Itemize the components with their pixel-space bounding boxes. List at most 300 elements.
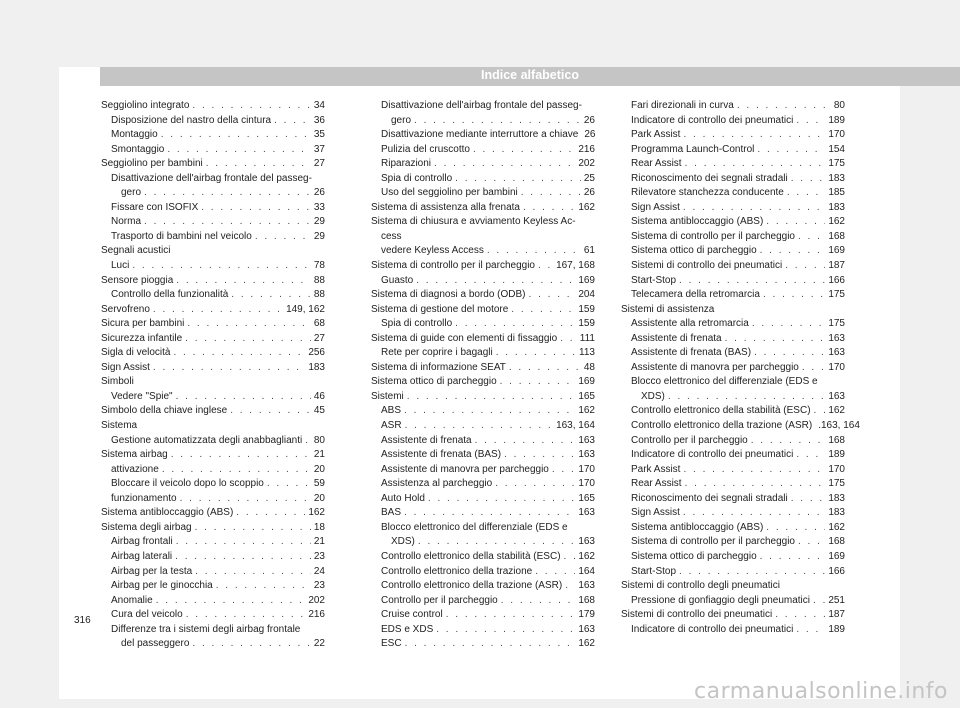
dot-leader: [529, 288, 576, 303]
index-page-ref: 111: [579, 332, 595, 344]
index-page-ref: 179: [578, 609, 595, 621]
index-entry: [621, 521, 845, 536]
index-entry: [101, 506, 325, 521]
index-entry: [621, 244, 845, 259]
index-page-ref: 163, 164: [556, 420, 595, 432]
index-entry: [371, 594, 595, 609]
index-term: Sign Assist: [631, 507, 680, 519]
index-term: Telecamera della retromarcia: [631, 289, 760, 301]
index-entry: [101, 215, 325, 230]
index-entry: [621, 434, 845, 449]
dot-leader: [798, 230, 825, 245]
dot-leader: [538, 259, 553, 274]
index-term: Disattivazione mediante interruttore a chiave: [381, 129, 579, 141]
dot-leader: [231, 288, 311, 303]
index-page-ref: 163: [578, 580, 595, 592]
dot-leader: [814, 404, 826, 419]
index-page-ref: 166: [828, 565, 845, 577]
index-entry: [371, 637, 595, 652]
index-term: Differenze tra i sistemi degli airbag frontale: [111, 623, 301, 635]
dot-leader: [405, 419, 554, 434]
dot-leader: [798, 535, 825, 550]
dot-leader: [144, 186, 311, 201]
index-page-ref: 189: [828, 449, 845, 461]
dot-leader: [565, 579, 575, 594]
index-entry: [101, 579, 325, 594]
index-term: Pulizia del cruscotto: [381, 143, 470, 155]
index-page-ref: 163: [578, 434, 595, 446]
index-term: Sistema di controllo per il parcheggio: [371, 260, 535, 272]
index-entry: [621, 448, 845, 463]
dot-leader: [775, 608, 825, 623]
index-entry: [101, 244, 325, 259]
index-page-ref: 27: [313, 158, 325, 170]
index-page-ref: 33: [313, 201, 325, 213]
index-term: Smontaggio: [111, 143, 165, 155]
index-page-ref: 170: [578, 463, 595, 475]
index-entry: [371, 419, 595, 434]
index-page-ref: 59: [313, 478, 325, 490]
index-term: Seggiolino per bambini: [101, 158, 203, 170]
index-term: Norma: [111, 216, 142, 228]
dot-leader: [206, 157, 311, 172]
dot-leader: [153, 361, 305, 376]
index-entry: [101, 390, 325, 405]
dot-leader: [683, 463, 825, 478]
index-entry: [101, 404, 325, 419]
index-page-ref: 36: [313, 114, 325, 126]
dot-leader: [176, 535, 311, 550]
index-term: Uso del seggiolino per bambini: [381, 187, 518, 199]
index-page-ref: 26: [583, 114, 595, 126]
index-term: Indicatore di controllo dei pneumatici: [631, 449, 794, 461]
dot-leader: [267, 477, 311, 492]
index-term: Rear Assist: [631, 478, 682, 490]
index-page-ref: 162: [578, 201, 595, 213]
dot-leader: [162, 463, 311, 478]
index-term: Sicura per bambini: [101, 318, 185, 330]
dot-leader: [757, 143, 825, 158]
index-entry: [621, 114, 845, 129]
dot-leader: [668, 390, 825, 405]
index-page-ref: 37: [313, 143, 325, 155]
index-page-ref: 163: [578, 449, 595, 461]
index-page-ref: 204: [578, 289, 595, 301]
dot-leader: [796, 448, 825, 463]
dot-leader: [161, 128, 311, 143]
dot-leader: [446, 608, 576, 623]
index-term: Trasporto di bambini nel veicolo: [111, 230, 252, 242]
index-term: Assistente di manovra per parcheggio: [381, 463, 549, 475]
index-term: Sistema: [101, 420, 138, 432]
index-page-ref: 23: [313, 580, 325, 592]
index-entry: [101, 230, 325, 245]
index-term: Airbag per la testa: [111, 565, 193, 577]
dot-leader: [144, 215, 311, 230]
index-term: Sign Assist: [101, 361, 150, 373]
index-entry: [621, 375, 845, 390]
index-page-ref: 169: [578, 376, 595, 388]
index-page-ref: 165: [578, 492, 595, 504]
index-term: Assistente alla retromarcia: [631, 318, 749, 330]
dot-leader: [434, 157, 575, 172]
index-page-ref: 216: [308, 609, 325, 621]
dot-leader: [418, 535, 575, 550]
index-entry: [621, 346, 845, 361]
index-page-ref: 29: [313, 216, 325, 228]
index-page-ref: 163: [578, 507, 595, 519]
index-entry: [621, 404, 845, 419]
index-page-ref: 25: [583, 172, 595, 184]
index-term: Start-Stop: [631, 274, 677, 286]
dot-leader: [404, 506, 575, 521]
index-term: Sistema antibloccaggio (ABS): [101, 507, 234, 519]
index-term: Indicatore di controllo dei pneumatici: [631, 623, 794, 635]
index-page-ref: 163: [578, 536, 595, 548]
index-term: funzionamento: [111, 492, 177, 504]
index-page-ref: 202: [578, 158, 595, 170]
dot-leader: [153, 303, 283, 318]
index-page-ref: 22: [313, 638, 325, 650]
dot-leader: [754, 346, 825, 361]
dot-leader: [428, 492, 575, 507]
index-term: Gestione automatizzata degli anabbaglianti: [111, 434, 303, 446]
page-title: Indice alfabetico: [481, 68, 579, 82]
index-entry: [621, 99, 845, 114]
index-entry: [371, 186, 595, 201]
index-entry: [371, 244, 595, 259]
index-page-ref: 162: [578, 638, 595, 650]
dot-leader: [796, 114, 825, 129]
dot-leader: [683, 506, 825, 521]
watermark-text: carmanualsonline.info: [694, 679, 948, 704]
index-entry: [621, 288, 845, 303]
index-page-ref: 185: [828, 187, 845, 199]
dot-leader: [496, 346, 576, 361]
index-page-ref: 20: [313, 463, 325, 475]
dot-leader: [436, 623, 575, 638]
index-entry: [371, 434, 595, 449]
page-header: [100, 67, 960, 86]
index-entry: [621, 361, 845, 376]
index-entry: [371, 506, 595, 521]
dot-leader: [195, 565, 311, 580]
index-page-ref: 170: [828, 361, 845, 373]
index-page-ref: 162: [828, 216, 845, 228]
index-entry: [101, 550, 325, 565]
index-entry: [371, 274, 595, 289]
index-term: del passeggero: [121, 638, 190, 650]
index-entry: [371, 346, 595, 361]
index-entry: [101, 434, 325, 449]
index-term: Guasto: [381, 274, 414, 286]
dot-leader: [274, 114, 311, 129]
index-entry: [621, 492, 845, 507]
index-term: Sistemi di controllo dei pneumatici: [621, 609, 773, 621]
dot-leader: [185, 332, 311, 347]
index-page-ref: 163: [828, 390, 845, 402]
index-page-ref: 154: [828, 143, 845, 155]
dot-leader: [405, 637, 576, 652]
index-entry: [101, 623, 325, 638]
index-page-ref: 26: [584, 129, 596, 141]
index-entry: [101, 114, 325, 129]
index-page-ref: 88: [313, 289, 325, 301]
index-page-ref: 169: [578, 274, 595, 286]
index-page-ref: 183: [308, 361, 325, 373]
index-entry: [101, 143, 325, 158]
index-term: Controllo per il parcheggio: [381, 594, 498, 606]
dot-leader: [487, 244, 581, 259]
dot-leader: [504, 448, 575, 463]
index-entry: [101, 448, 325, 463]
index-column-2: [371, 99, 595, 652]
index-term: Spia di controllo: [381, 172, 453, 184]
index-term: Sistema di gestione del motore: [371, 303, 509, 315]
index-term: cess: [381, 230, 402, 242]
dot-leader: [187, 317, 311, 332]
index-page-ref: 162: [578, 550, 595, 562]
index-entry: [371, 550, 595, 565]
index-term: Airbag per le ginocchia: [111, 580, 213, 592]
index-term: Sistema di chiusura e avviamento Keyless Ac-: [371, 216, 576, 228]
index-page-ref: 80: [313, 434, 325, 446]
dot-leader: [195, 521, 311, 536]
index-term: Controllo elettronico della trazione (ASR): [631, 420, 813, 432]
index-term: Park Assist: [631, 129, 681, 141]
dot-leader: [495, 477, 575, 492]
index-term: Anomalie: [111, 594, 153, 606]
index-page-ref: 21: [313, 536, 325, 548]
index-term: Assistente di frenata (BAS): [631, 347, 752, 359]
index-page-ref: 187: [828, 609, 845, 621]
index-term: Luci: [111, 260, 130, 272]
index-column-3: [621, 99, 860, 637]
index-entry: [371, 361, 595, 376]
index-term: Sistema ottico di parcheggio: [371, 376, 497, 388]
dot-leader: [255, 230, 311, 245]
dot-leader: [683, 201, 825, 216]
index-page-ref: 251: [828, 594, 845, 606]
index-entry: [101, 128, 325, 143]
dot-leader: [305, 434, 311, 449]
index-term: Park Assist: [631, 463, 681, 475]
index-entry: [621, 157, 845, 172]
index-page-ref: 159: [578, 318, 595, 330]
index-page-ref: 61: [583, 245, 595, 257]
index-entry: [621, 608, 845, 623]
index-page-ref: 68: [313, 318, 325, 330]
index-entry: [101, 99, 325, 114]
dot-leader: [500, 375, 576, 390]
index-entry: [101, 637, 325, 652]
dot-leader: [813, 594, 825, 609]
index-term: Disposizione del nastro della cintura: [111, 114, 272, 126]
index-entry: [101, 332, 325, 347]
index-entry: [371, 114, 595, 129]
index-entry: [371, 172, 595, 187]
index-term: Sistema antibloccaggio (ABS): [631, 216, 764, 228]
dot-leader: [763, 288, 825, 303]
index-entry: [371, 157, 595, 172]
index-page-ref: 169: [828, 245, 845, 257]
index-term: Pressione di gonfiaggio degli pneumatici: [631, 594, 811, 606]
dot-leader: [685, 157, 826, 172]
index-term: Spia di controllo: [381, 318, 453, 330]
index-term: Sistemi di assistenza: [621, 303, 715, 315]
index-page-ref: 88: [313, 274, 325, 286]
index-term: Sistema airbag: [101, 449, 168, 461]
index-entry: [101, 172, 325, 187]
index-term: Cura del veicolo: [111, 609, 183, 621]
index-entry: [371, 288, 595, 303]
index-term: Servofreno: [101, 303, 150, 315]
index-term: gero: [391, 114, 412, 126]
index-page-ref: 35: [313, 129, 325, 141]
index-term: BAS: [381, 507, 402, 519]
dot-leader: [787, 186, 825, 201]
dot-leader: [180, 492, 311, 507]
index-entry: [101, 565, 325, 580]
index-page-ref: 168: [828, 434, 845, 446]
index-term: Segnali acustici: [101, 245, 171, 257]
dot-leader: [455, 317, 575, 332]
index-entry: [101, 259, 325, 274]
index-term: EDS e XDS: [381, 623, 434, 635]
index-page-ref: 21: [313, 449, 325, 461]
index-term: Controllo per il parcheggio: [631, 434, 748, 446]
index-page-ref: 175: [828, 478, 845, 490]
index-entry: [371, 99, 595, 114]
index-entry: [371, 579, 595, 594]
index-entry: [101, 303, 325, 318]
index-entry: [371, 201, 595, 216]
index-page-ref: 168: [828, 536, 845, 548]
index-term: Blocco elettronico del differenziale (EDS e: [631, 376, 818, 388]
index-entry: [101, 375, 325, 390]
dot-leader: [766, 215, 825, 230]
dot-leader: [791, 492, 826, 507]
index-term: Assistente di frenata: [631, 332, 722, 344]
index-entry: [101, 492, 325, 507]
dot-leader: [473, 143, 575, 158]
index-entry: [371, 143, 595, 158]
index-page-ref: 149, 162: [286, 303, 325, 315]
index-entry: [101, 157, 325, 172]
index-page-ref: 183: [828, 201, 845, 213]
index-term: Controllo elettronico della stabilità (ESC): [631, 405, 811, 417]
index-term: ABS: [381, 405, 402, 417]
index-page-ref: 168: [828, 230, 845, 242]
index-entry: [621, 419, 860, 434]
index-term: Seggiolino integrato: [101, 100, 190, 111]
dot-leader: [167, 143, 311, 158]
index-term: Start-Stop: [631, 565, 677, 577]
index-term: Assistente di frenata (BAS): [381, 449, 502, 461]
index-page-ref: 183: [828, 507, 845, 519]
index-entry: [371, 128, 595, 143]
index-entry: [101, 594, 325, 609]
index-term: Rear Assist: [631, 158, 682, 170]
index-entry: [621, 550, 845, 565]
index-term: Simboli: [101, 376, 134, 388]
dot-leader: [802, 361, 825, 376]
dot-leader: [785, 259, 825, 274]
dot-leader: [552, 463, 575, 478]
dot-leader: [560, 332, 577, 347]
index-entry: [371, 259, 595, 274]
index-term: Sistema ottico di parcheggio: [631, 245, 757, 257]
index-page-ref: 80: [833, 100, 845, 111]
index-page-ref: 170: [578, 478, 595, 490]
index-term: Controllo della funzionalità: [111, 289, 229, 301]
index-term: attivazione: [111, 463, 159, 475]
index-term: Sistema ottico di parcheggio: [631, 550, 757, 562]
index-term: Montaggio: [111, 129, 158, 141]
index-term: Airbag laterali: [111, 550, 173, 562]
dot-leader: [501, 594, 576, 609]
index-page-ref: 78: [313, 260, 325, 272]
index-entry: [371, 565, 595, 580]
index-page-ref: 26: [313, 187, 325, 199]
index-entry: [101, 521, 325, 536]
dot-leader: [509, 361, 581, 376]
index-page-ref: 170: [828, 129, 845, 141]
index-page-ref: 20: [313, 492, 325, 504]
index-entry: [101, 317, 325, 332]
index-term: Sicurezza infantile: [101, 332, 183, 344]
index-entry: [371, 521, 595, 536]
index-page-ref: 187: [828, 260, 845, 272]
dot-leader: [683, 128, 825, 143]
dot-leader: [511, 303, 575, 318]
index-entry: [101, 288, 325, 303]
dot-leader: [760, 244, 826, 259]
index-page-ref: 162: [308, 507, 325, 519]
dot-leader: [192, 99, 310, 114]
dot-leader: [173, 346, 305, 361]
index-term: ASR: [381, 420, 402, 432]
index-entry: [621, 230, 845, 245]
index-page-ref: 168: [578, 594, 595, 606]
index-term: Assistenza al parcheggio: [381, 478, 493, 490]
dot-leader: [186, 608, 306, 623]
index-page-ref: 27: [313, 332, 325, 344]
index-entry: [621, 594, 845, 609]
index-term: Controllo elettronico della trazione: [381, 565, 533, 577]
index-term: Fissare con ISOFIX: [111, 201, 199, 213]
index-term: Programma Launch-Control: [631, 143, 755, 155]
index-term: Controllo elettronico della stabilità (ESC): [381, 550, 561, 562]
index-page-ref: 175: [828, 318, 845, 330]
index-term: Sistemi: [371, 390, 404, 402]
index-page-ref: 170: [828, 463, 845, 475]
dot-leader: [752, 317, 825, 332]
index-page-ref: 256: [308, 347, 325, 359]
index-page-ref: 26: [583, 187, 595, 199]
index-entry: [621, 201, 845, 216]
index-term: Indicatore di controllo dei pneumatici: [631, 114, 794, 126]
index-entry: [371, 375, 595, 390]
index-term: Sigla di velocità: [101, 347, 171, 359]
index-page-ref: 23: [313, 550, 325, 562]
index-term: Bloccare il veicolo dopo lo scoppio: [111, 478, 264, 490]
dot-leader: [156, 594, 306, 609]
index-entry: [101, 274, 325, 289]
index-page-ref: 159: [578, 303, 595, 315]
index-term: Sistema di informazione SEAT: [371, 361, 506, 373]
index-page-ref: 162: [828, 405, 845, 417]
